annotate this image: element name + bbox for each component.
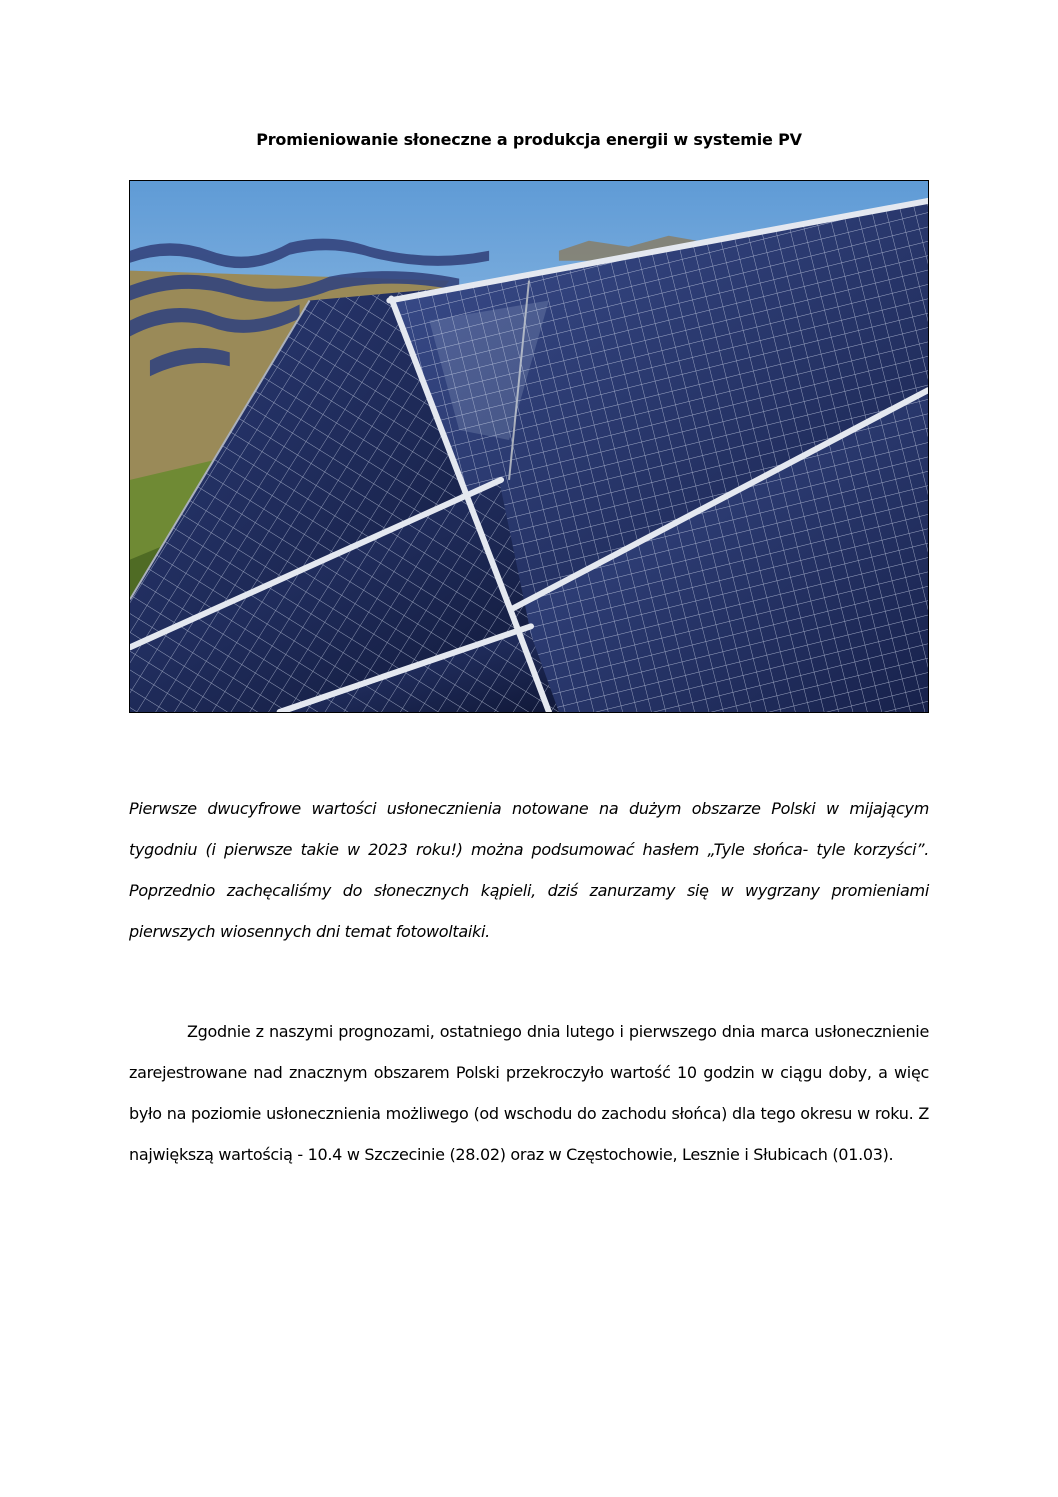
document-title: Promieniowanie słoneczne a produkcja energii w systemie PV (256, 130, 802, 149)
intro-paragraph: Pierwsze dwucyfrowe wartości usłonecznienia notowane na dużym obszarze Polski w mijającym tygodniu (i pierwsze takie w 2023 roku!) można podsumować hasłem „Tyle słońca- tyle korzyści”. Poprzednio zachęcaliśmy do słonecznych kąpieli, dziś zanurzamy się w wygrzany promieniami pierwszych wiosennych dni temat fotowoltaiki. (129, 799, 929, 941)
solar-panels-illustration (130, 181, 928, 712)
solar-farm-photo (129, 180, 929, 713)
body-paragraph: Zgodnie z naszymi prognozami, ostatniego dnia lutego i pierwszego dnia marca usłonecznienie zarejestrowane nad znacznym obszarem Polski przekroczyło wartość 10 godzin w ciągu doby, a więc było na poziomie usłonecznienia możliwego (od wschodu do zachodu słońca) dla tego okresu w roku. Z największą wartością - 10.4 w Szczecinie (28.02) oraz w Częstochowie, Lesznie i Słubicach (01.03). (129, 1022, 929, 1164)
